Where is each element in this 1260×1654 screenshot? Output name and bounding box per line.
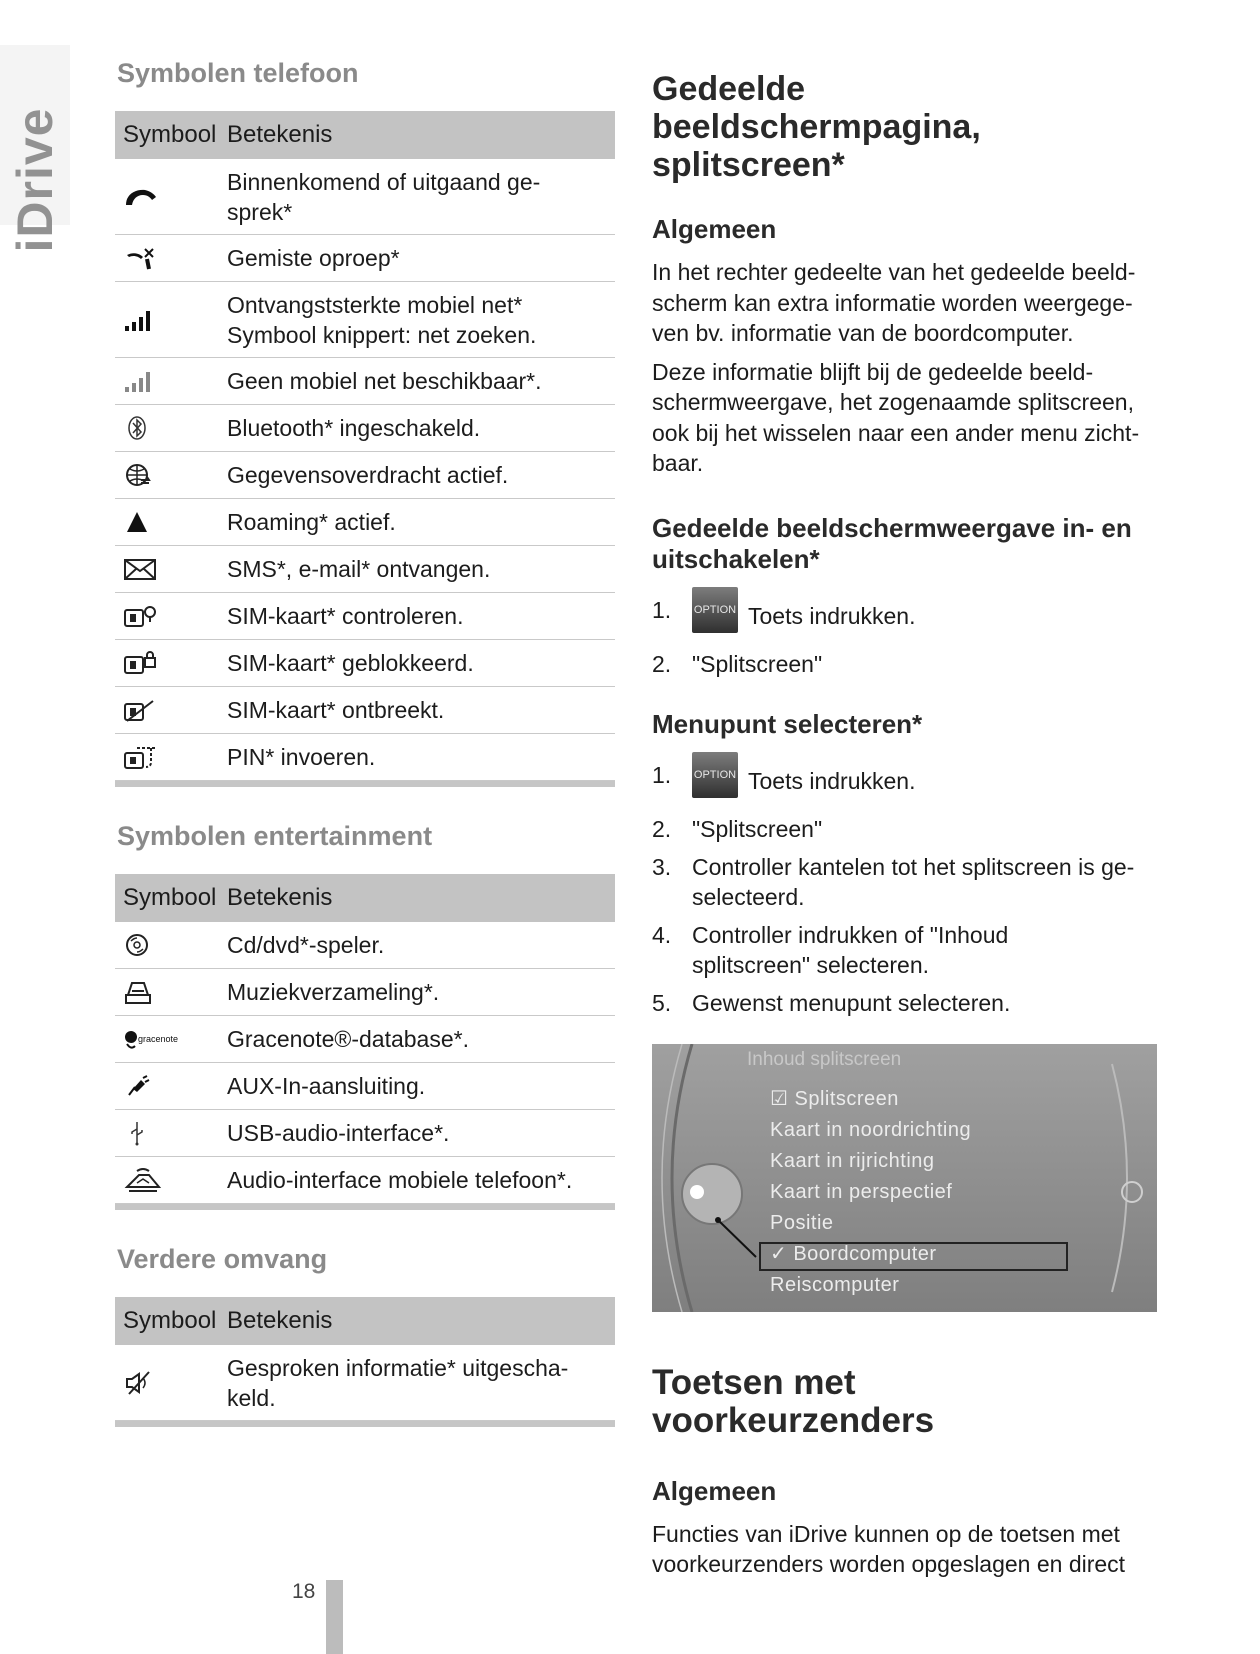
step-text-wrap xyxy=(692,595,915,641)
row-text: SIM-kaart* ontbreekt. xyxy=(227,697,445,723)
list-item xyxy=(652,649,1172,679)
roaming-icon xyxy=(115,509,227,535)
menu-item-north: Kaart in noordrichting xyxy=(770,1118,972,1141)
step-number: 2. xyxy=(652,650,672,677)
row-text: USB-audio-interface*. xyxy=(227,1120,450,1146)
row-text: SIM-kaart* geblokkeerd. xyxy=(227,650,474,676)
usb-icon xyxy=(115,1120,227,1146)
signal-strength-icon xyxy=(115,308,227,332)
selection-frame xyxy=(759,1242,1068,1271)
algemeen-heading: Algemeen xyxy=(652,214,777,244)
row-text: Geen mobiel net beschikbaar*. xyxy=(227,368,542,394)
table-header xyxy=(115,1297,615,1345)
step-number: 1. xyxy=(652,761,672,788)
more-section-title: Verdere omvang xyxy=(117,1244,328,1274)
row-text: PIN* invoeren. xyxy=(227,744,376,770)
row-text: Binnenkomend of uitgaand ge- sprek* xyxy=(227,168,541,225)
row-text: Gesproken informatie* uitgescha- keld. xyxy=(227,1354,569,1411)
gracenote-icon xyxy=(115,1026,227,1052)
toetsen-paragraph: Functies van iDrive kunnen op de toetsen met voorkeurzenders worden opgeslagen en direct xyxy=(652,1520,1126,1577)
menu-item-boardcomputer: ✓ Boordcomputer xyxy=(770,1242,937,1265)
table-row xyxy=(115,159,615,235)
bluetooth-icon xyxy=(115,415,227,441)
list-item xyxy=(652,760,1172,806)
table-row xyxy=(115,734,615,781)
step-text: Controller kantelen tot het splitscreen is ge- selecteerd. xyxy=(692,853,1135,910)
page-marker-bar xyxy=(326,1580,343,1654)
step-number: 2. xyxy=(652,815,672,842)
step-text: Controller indrukken of "Inhoud splitscreen" selecteren. xyxy=(692,921,1009,978)
algemeen-paragraph-2: Deze informatie blijft bij de gedeelde beeld- schermweergave, het zogenaamde splitscreen, ook bij het wisselen naar een ander menu zicht- baar. xyxy=(652,358,1140,476)
gracenote-logo-text: gracenote xyxy=(138,1034,179,1044)
table-row xyxy=(115,358,615,405)
phone-audio-icon xyxy=(115,1167,227,1193)
header-meaning: Betekenis xyxy=(227,1307,333,1334)
table-row xyxy=(115,640,615,687)
row-text: SMS*, e-mail* ontvangen. xyxy=(227,556,491,582)
list-item xyxy=(652,814,1172,844)
list-item xyxy=(652,920,1172,980)
screen-title: Inhoud splitscreen xyxy=(747,1048,902,1070)
menu-item-perspective: Kaart in perspectief xyxy=(770,1180,953,1203)
pin-entry-icon xyxy=(115,744,227,770)
no-signal-icon xyxy=(115,369,227,393)
menu-item-splitscreen: ☑ Splitscreen xyxy=(770,1087,899,1110)
table-row xyxy=(115,282,615,358)
phone-call-icon xyxy=(115,185,227,209)
header-symbol: Symbool xyxy=(123,884,217,911)
table-row xyxy=(115,593,615,640)
step-text: Toets indrukken. xyxy=(748,767,916,794)
splitscreen-title: Gedeelde beeldschermpagina, splitscreen* xyxy=(652,70,981,184)
menu-item-position: Positie xyxy=(770,1211,834,1234)
header-meaning: Betekenis xyxy=(227,121,333,148)
sim-locked-icon xyxy=(115,650,227,676)
table-row xyxy=(115,969,615,1016)
cd-icon xyxy=(115,932,227,958)
header-meaning: Betekenis xyxy=(227,884,333,911)
envelope-icon xyxy=(115,556,227,582)
row-text: Gracenote®-database*. xyxy=(227,1026,469,1052)
side-tab xyxy=(0,45,70,253)
right-column xyxy=(652,66,1172,1588)
table-row xyxy=(115,922,615,969)
table-header xyxy=(115,874,615,922)
table-row xyxy=(115,1110,615,1157)
row-text: AUX-In-aansluiting. xyxy=(227,1073,426,1099)
step-text: "Splitscreen" xyxy=(692,650,823,677)
more-symbol-table xyxy=(115,1297,615,1427)
menu-steps xyxy=(652,760,1172,1018)
table-end-bar xyxy=(115,1204,615,1210)
table-row xyxy=(115,1063,615,1110)
step-text-wrap xyxy=(692,760,915,806)
header-symbol: Symbool xyxy=(123,121,217,148)
step-number: 5. xyxy=(652,989,672,1016)
table-row xyxy=(115,1016,615,1063)
music-collection-icon xyxy=(115,979,227,1005)
step-number: 4. xyxy=(652,921,672,948)
toggle-steps xyxy=(652,595,1172,679)
table-row xyxy=(115,235,615,282)
header-symbol: Symbool xyxy=(123,1307,217,1334)
table-row xyxy=(115,1345,615,1421)
row-text: Roaming* actief. xyxy=(227,509,396,535)
toggle-heading: Gedeelde beeldschermweergave in- en uitschakelen* xyxy=(652,512,1132,574)
option-button-icon: OPTION xyxy=(692,587,738,633)
entertainment-symbol-table xyxy=(115,874,615,1210)
page-number: 18 xyxy=(292,1580,316,1603)
menu-heading: Menupunt selecteren* xyxy=(652,708,923,739)
menu-item-tripcomputer: Reiscomputer xyxy=(770,1273,900,1296)
list-item xyxy=(652,595,1172,641)
row-text: Audio-interface mobiele telefoon*. xyxy=(227,1167,573,1193)
table-end-bar xyxy=(115,781,615,787)
table-row xyxy=(115,687,615,734)
table-row xyxy=(115,405,615,452)
missed-call-icon xyxy=(115,245,227,271)
table-row xyxy=(115,1157,615,1204)
row-text: Cd/dvd*-speler. xyxy=(227,932,385,958)
sim-missing-icon xyxy=(115,697,227,723)
entertainment-section-title: Symbolen entertainment xyxy=(117,821,433,851)
phone-symbol-table xyxy=(115,111,615,787)
aux-plug-icon xyxy=(115,1073,227,1099)
option-button-icon: OPTION xyxy=(692,752,738,798)
step-text: Toets indrukken. xyxy=(748,602,916,629)
table-row xyxy=(115,499,615,546)
row-text: Muziekverzameling*. xyxy=(227,979,440,1005)
list-item xyxy=(652,988,1172,1018)
row-text: Gegevensoverdracht actief. xyxy=(227,462,509,488)
speech-off-icon xyxy=(115,1370,227,1396)
algemeen-paragraph-1: In het rechter gedeelte van het gedeelde beeld- scherm kan extra informatie worden weergege- ven bv. informatie van de boordcomputer. xyxy=(652,259,1136,346)
list-item xyxy=(652,852,1172,912)
toetsen-title: Toetsen met voorkeurzenders xyxy=(652,1362,935,1440)
row-text: Ontvangststerkte mobiel net* Symbool knippert: net zoeken. xyxy=(227,291,537,348)
row-text: Bluetooth* ingeschakeld. xyxy=(227,415,481,441)
step-text: "Splitscreen" xyxy=(692,815,823,842)
toetsen-algemeen-heading: Algemeen xyxy=(652,1475,777,1506)
table-row xyxy=(115,452,615,499)
step-text: Gewenst menupunt selecteren. xyxy=(692,989,1011,1016)
side-tab-label: iDrive xyxy=(7,107,63,253)
table-header xyxy=(115,111,615,159)
sim-check-icon xyxy=(115,603,227,629)
data-transfer-icon xyxy=(115,462,227,488)
row-text: Gemiste oproep* xyxy=(227,245,400,271)
table-end-bar xyxy=(115,1421,615,1427)
left-column xyxy=(115,58,615,1461)
row-text: SIM-kaart* controleren. xyxy=(227,603,464,629)
table-row xyxy=(115,546,615,593)
idrive-screenshot xyxy=(652,1044,1157,1312)
step-number: 3. xyxy=(652,853,672,880)
phone-section-title: Symbolen telefoon xyxy=(117,58,359,88)
menu-item-direction: Kaart in rijrichting xyxy=(770,1149,935,1172)
step-number: 1. xyxy=(652,596,672,623)
